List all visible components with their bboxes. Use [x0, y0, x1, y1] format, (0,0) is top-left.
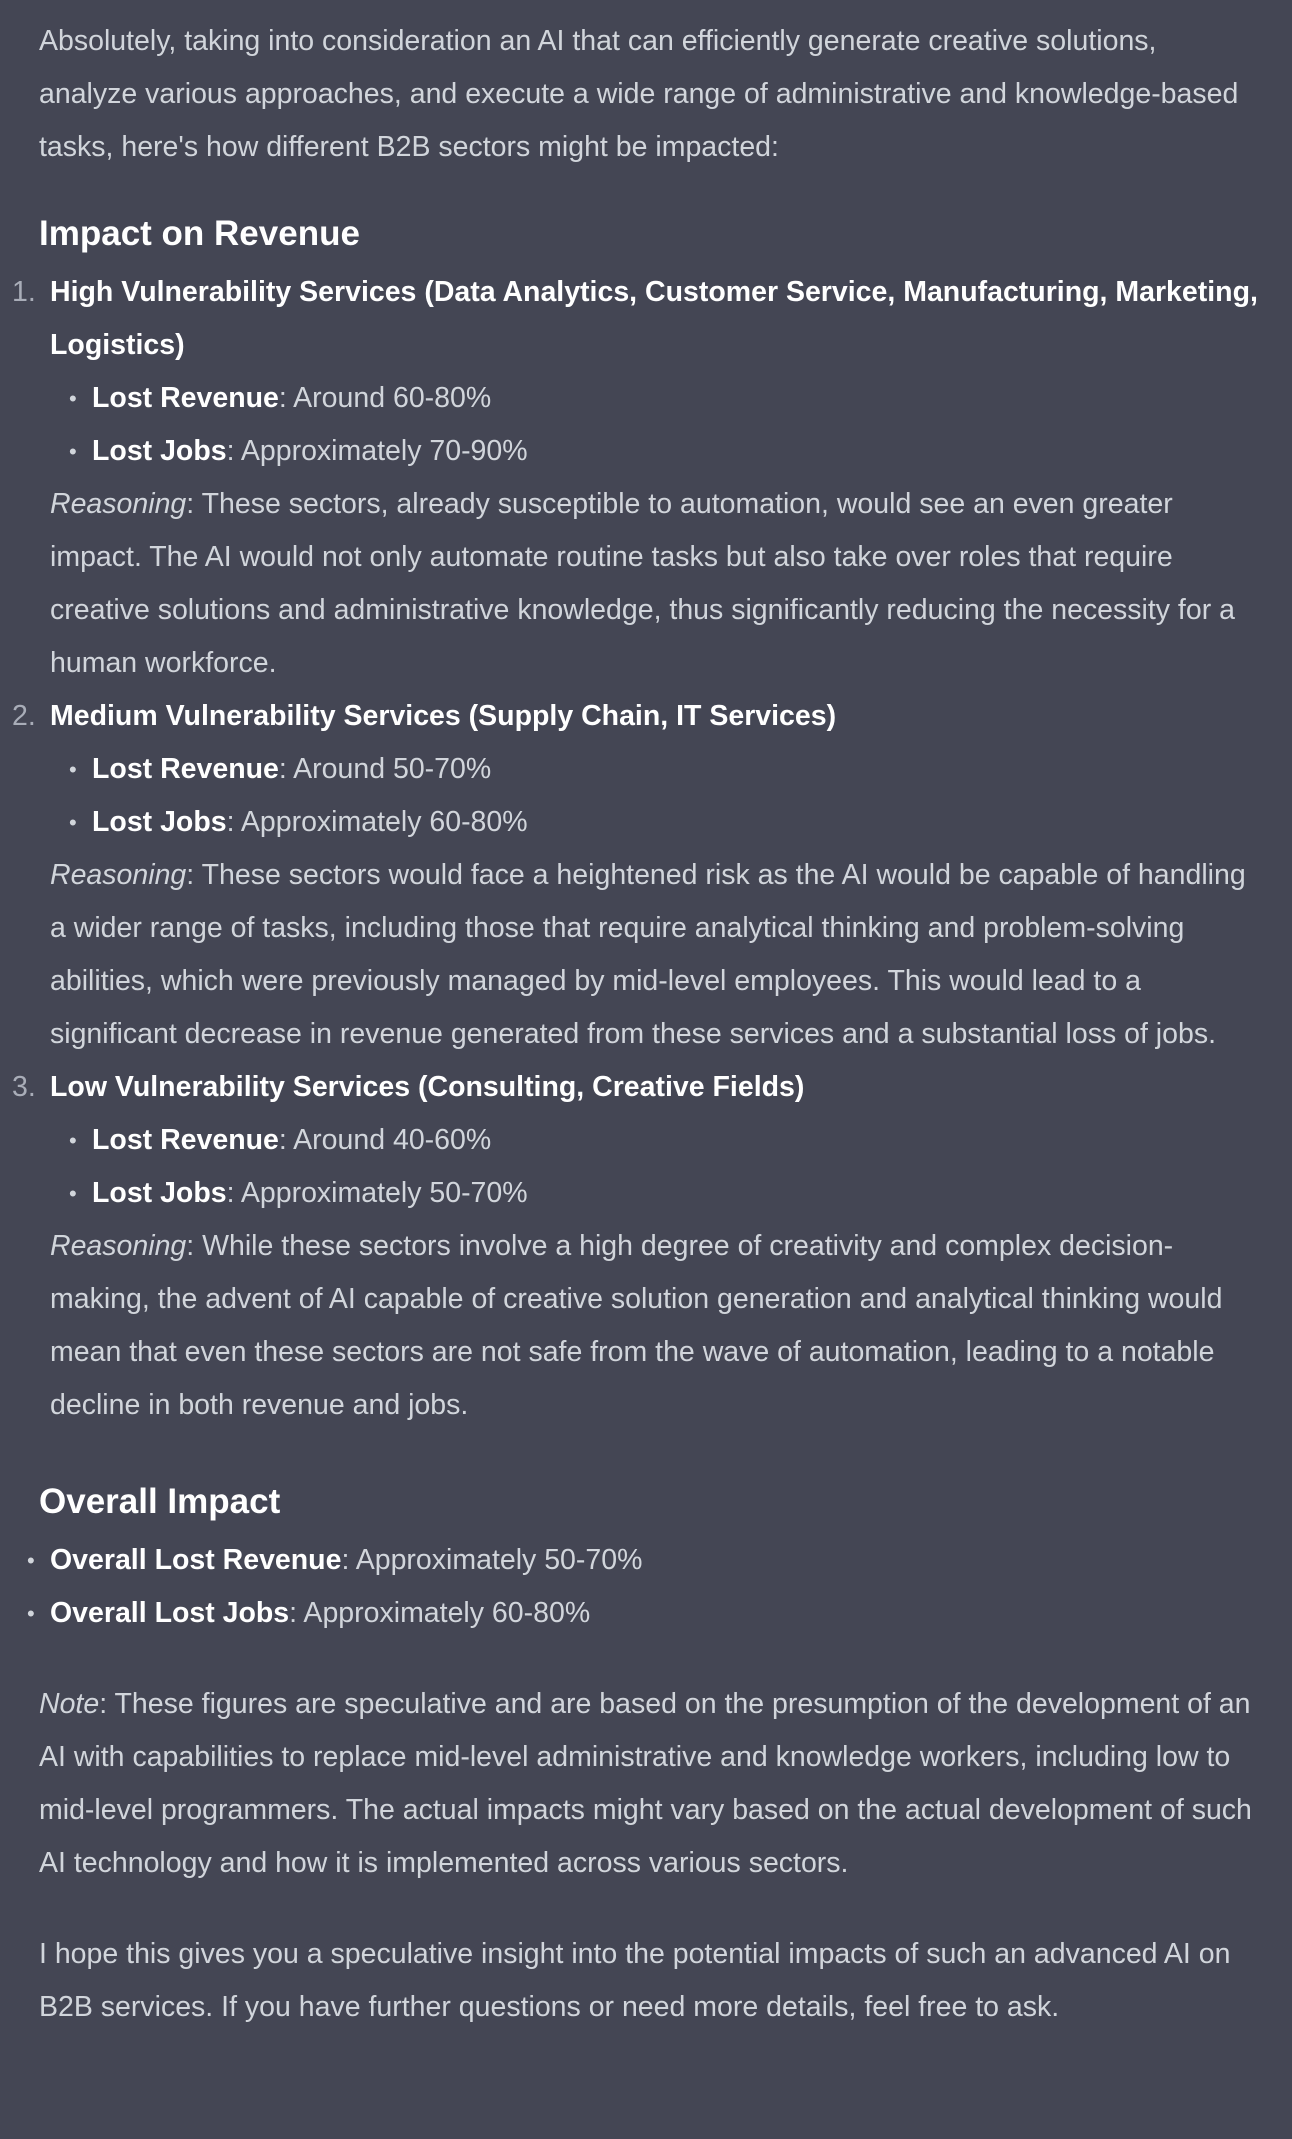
metric-label: Lost Revenue: [92, 382, 279, 414]
metric-lost-revenue: [69, 1114, 1260, 1167]
sector-list: [12, 266, 1260, 1432]
sector-item-medium: [12, 690, 1260, 1061]
metric-label: Lost Revenue: [92, 1124, 279, 1156]
metric-label: Overall Lost Jobs: [50, 1597, 290, 1629]
bullet-icon: •: [69, 1181, 77, 1206]
metric-value: : Around 60-80%: [278, 382, 492, 414]
bullet-icon: •: [69, 757, 77, 782]
metric-value: : Approximately 60-80%: [289, 1597, 591, 1629]
metric-label: Lost Jobs: [92, 435, 227, 467]
bullet-icon: •: [27, 1601, 35, 1626]
reasoning-text: : These sectors, already susceptible to automation, would see an even greater impact. The AI would not only automate routine tasks but also take over roles that require creative solutions and administrative knowledge, thus significantly reducing the necessity for a human workforce.: [50, 488, 1235, 679]
metric-lost-revenue: [69, 743, 1260, 796]
bullet-icon: •: [69, 1128, 77, 1153]
metric-lost-jobs: [69, 1167, 1260, 1220]
overall-lost-jobs: [27, 1587, 1260, 1640]
overall-metrics: [27, 1534, 1260, 1640]
metric-lost-revenue: [69, 372, 1260, 425]
sector-item-high: [12, 266, 1260, 690]
metric-value: : Approximately 60-80%: [226, 806, 528, 838]
metric-value: : Approximately 70-90%: [226, 435, 528, 467]
metric-lost-jobs: [69, 425, 1260, 478]
sector-title: Low Vulnerability Services (Consulting, Creative Fields): [50, 1071, 805, 1103]
heading-overall-impact: Overall Impact: [39, 1482, 281, 1521]
note-label: Note: [39, 1688, 100, 1720]
metric-value: : Around 40-60%: [278, 1124, 492, 1156]
bullet-icon: •: [69, 386, 77, 411]
sector-reasoning: [50, 1220, 1260, 1432]
sector-reasoning: [50, 478, 1260, 690]
bullet-icon: •: [27, 1548, 35, 1573]
metric-value: : Approximately 50-70%: [341, 1544, 643, 1576]
metric-value: : Approximately 50-70%: [226, 1177, 528, 1209]
list-number: 3.: [12, 1071, 36, 1103]
heading-impact-on-revenue: Impact on Revenue: [39, 214, 360, 253]
closing-paragraph: I hope this gives you a speculative insight into the potential impacts of such an advanced AI on B2B services. If you have further questions or need more details, feel free to ask.: [39, 1938, 1231, 2023]
metric-value: : Around 50-70%: [278, 753, 492, 785]
metric-label: Lost Jobs: [92, 806, 227, 838]
reasoning-text: : These sectors would face a heightened risk as the AI would be capable of handling a wider range of tasks, including those that require analytical thinking and problem-solving abilities, which were previously managed by mid-level employees. This would lead to a significant decrease in revenue generated from these services and a substantial loss of jobs.: [50, 859, 1246, 1050]
reasoning-text: : While these sectors involve a high degree of creativity and complex decision-making, the advent of AI capable of creative solution generation and analytical thinking would mean that even these sectors are not safe from the wave of automation, leading to a notable decline in both revenue and jobs.: [50, 1230, 1223, 1421]
metric-label: Overall Lost Revenue: [50, 1544, 342, 1576]
sector-title: Medium Vulnerability Services (Supply Chain, IT Services): [50, 700, 837, 732]
sector-item-low: [12, 1061, 1260, 1432]
sector-title: High Vulnerability Services (Data Analytics, Customer Service, Manufacturing, Marketing, Logistics): [50, 276, 1258, 361]
sector-metrics: [50, 372, 1260, 478]
sector-metrics: [50, 1114, 1260, 1220]
reasoning-label: Reasoning: [50, 859, 187, 891]
overall-lost-revenue: [27, 1534, 1260, 1587]
bullet-icon: •: [69, 810, 77, 835]
metric-label: Lost Revenue: [92, 753, 279, 785]
note-paragraph: [39, 1678, 1260, 1890]
reasoning-label: Reasoning: [50, 1230, 187, 1262]
sector-reasoning: [50, 849, 1260, 1061]
metric-lost-jobs: [69, 796, 1260, 849]
list-number: 1.: [12, 276, 36, 308]
list-number: 2.: [12, 700, 36, 732]
reasoning-label: Reasoning: [50, 488, 187, 520]
metric-label: Lost Jobs: [92, 1177, 227, 1209]
sector-metrics: [50, 743, 1260, 849]
intro-paragraph: Absolutely, taking into consideration an AI that can efficiently generate creative solutions, analyze various approaches, and execute a wide range of administrative and knowledge-based tasks, here's how different B2B sectors might be impacted:: [39, 25, 1239, 163]
note-text: : These figures are speculative and are based on the presumption of the development of an AI with capabilities to replace mid-level administrative and knowledge workers, including low to mid-level programmers. The actual impacts might vary based on the actual development of such AI technology and how it is implemented across various sectors.: [39, 1688, 1252, 1879]
bullet-icon: •: [69, 439, 77, 464]
